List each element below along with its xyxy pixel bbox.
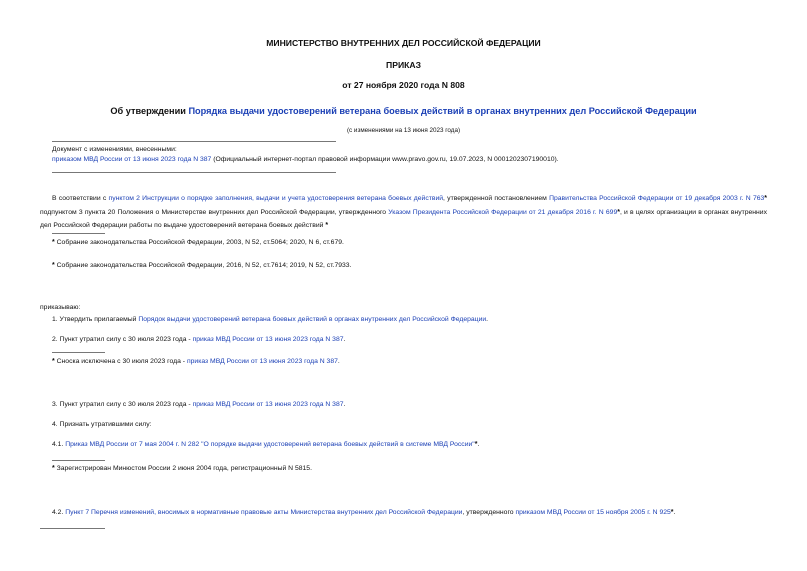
footnote-divider xyxy=(52,233,105,234)
paragraph-1 xyxy=(52,315,488,324)
changes-box-label: Документ с изменениями, внесенными: xyxy=(52,146,177,153)
changes-box xyxy=(52,145,772,164)
amendment-link[interactable]: приказ МВД России от 13 июня 2023 года N 387 xyxy=(192,336,344,343)
footnote-mark: * xyxy=(670,509,674,516)
paragraph-text: , утвержденного xyxy=(462,509,516,516)
footnote-mark: * xyxy=(323,222,329,229)
preamble-paragraph xyxy=(40,192,767,233)
divider xyxy=(52,141,336,142)
title-prefix: Об утверждении xyxy=(110,106,189,116)
amendments-list-link[interactable]: Пункт 7 Перечня изменений, вносимых в нормативные правовые акты Министерства внутренних дел Российской Федерации xyxy=(65,509,463,516)
order-heading: ПРИКАЗ xyxy=(386,60,421,70)
paragraph-text: 4.1. xyxy=(52,441,66,448)
president-decree-link[interactable]: Указом Президента Российской Федерации от 21 декабря 2016 г. N 699 xyxy=(388,208,618,216)
footnote-text: Собрание законодательства Российской Федерации, 2003, N 52, ст.5064; 2020, N 6, ст.679. xyxy=(56,239,344,246)
changes-link[interactable]: приказом МВД России от 13 июня 2023 года N 387 xyxy=(52,156,212,163)
preamble-text: , и в целях организации в органах внутренних дел Российской Федерации работы по выдаче удостоверений ветерана боевых действий xyxy=(40,208,767,229)
paragraph-3 xyxy=(52,400,345,409)
paragraph-text: . xyxy=(673,509,676,516)
footnote-divider xyxy=(52,460,105,461)
ministry-heading: МИНИСТЕРСТВО ВНУТРЕННИХ ДЕЛ РОССИЙСКОЙ ФЕДЕРАЦИИ xyxy=(266,38,541,48)
paragraph-4-1 xyxy=(52,440,479,449)
footnote-4 xyxy=(52,464,312,473)
paragraph-text: 3. Пункт утратил силу с 30 июля 2023 года - xyxy=(52,401,193,408)
preamble-text: подпунктом 3 пункта 20 Положения о Министерстве внутренних дел Российской Федерации, утвержденного xyxy=(40,208,389,216)
footnote-mark: * xyxy=(764,195,768,202)
preamble-text: В соответствии с xyxy=(52,195,109,202)
paragraph-text: 2. Пункт утратил силу с 30 июля 2023 года - xyxy=(52,336,193,343)
footnote-text: . xyxy=(337,358,340,365)
government-decree-link[interactable]: Правительства Российской Федерации от 19 декабря 2003 г. N 763 xyxy=(549,195,765,202)
paragraph-4-2 xyxy=(52,508,772,517)
instruction-link[interactable]: пунктом 2 Инструкции о порядке заполнения, выдачи и учета удостоверения ветерана боевых действий xyxy=(108,195,444,202)
amendment-link[interactable]: приказ МВД России от 13 июня 2023 года N 387 xyxy=(192,401,344,408)
amendment-link[interactable]: приказ МВД России от 13 июня 2023 года N 387 xyxy=(186,358,338,365)
footnote-mark: * xyxy=(52,358,55,365)
order-925-link[interactable]: приказом МВД России от 15 ноября 2005 г. N 925 xyxy=(515,509,671,516)
footnote-text: Собрание законодательства Российской Федерации, 2016, N 52, ст.7614; 2019, N 52, ст.7933. xyxy=(56,262,352,269)
title-link[interactable]: Порядка выдачи удостоверений ветерана боевых действий в органах внутренних дел Российской Федерации xyxy=(188,106,697,116)
paragraph-text: . xyxy=(343,336,346,343)
footnote-mark: * xyxy=(617,208,620,216)
document-title xyxy=(0,106,807,116)
paragraph-4: 4. Признать утратившими силу: xyxy=(52,421,152,428)
paragraph-text: . xyxy=(477,441,480,448)
footnote-text: Зарегистрирован Минюстом России 2 июня 2004 года, регистрационный N 5815. xyxy=(56,465,312,472)
paragraph-text: 4.2. xyxy=(52,509,66,516)
paragraph-text: . xyxy=(486,316,489,323)
changes-note: (с изменениями на 13 июня 2023 года) xyxy=(346,127,461,134)
footnote-mark: * xyxy=(52,239,55,246)
footnote-1 xyxy=(52,238,344,247)
footnote-3 xyxy=(52,357,340,366)
repealed-order-link[interactable]: Приказ МВД России от 7 мая 2004 г. N 282 "О порядке выдачи удостоверений ветерана боевых действий в системе МВД России" xyxy=(65,441,475,448)
footnote-mark: * xyxy=(474,441,478,448)
preamble-text: , утвержденной постановлением xyxy=(443,195,550,202)
paragraph-2 xyxy=(52,335,345,344)
divider xyxy=(52,172,336,173)
paragraph-text: . xyxy=(343,401,346,408)
footnote-2 xyxy=(52,261,351,270)
paragraph-text: 1. Утвердить прилагаемый xyxy=(52,316,139,323)
changes-source: (Официальный интернет-портал правовой информации www.pravo.gov.ru, 19.07.2023, N 0001202307190010). xyxy=(211,156,559,163)
footnote-mark: * xyxy=(52,465,55,472)
footnote-text: Сноска исключена с 30 июля 2023 года - xyxy=(56,358,187,365)
order-date: от 27 ноября 2020 года N 808 xyxy=(342,80,465,90)
footnote-divider xyxy=(40,528,105,529)
procedure-link[interactable]: Порядок выдачи удостоверений ветерана боевых действий в органах внутренних дел Российской Федерации xyxy=(138,316,487,323)
orders-intro: приказываю: xyxy=(40,304,81,311)
footnote-mark: * xyxy=(52,262,55,269)
footnote-divider xyxy=(52,352,105,353)
